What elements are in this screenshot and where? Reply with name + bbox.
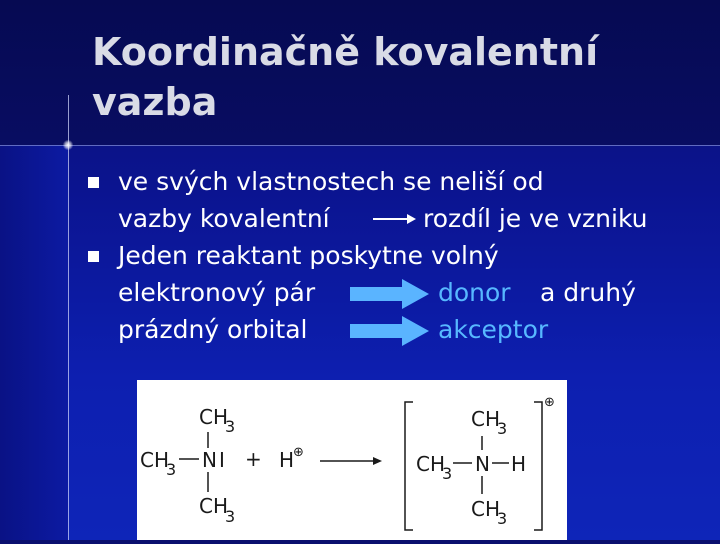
product-top-sub: 3 [497, 419, 508, 438]
bullet-2-role-acceptor: akceptor [438, 315, 549, 344]
reactant-top-group: CH [199, 405, 229, 429]
proton-symbol: H [279, 448, 295, 472]
product-bottom-sub: 3 [497, 509, 508, 528]
big-arrow-icon [350, 316, 430, 346]
lone-pair-mark: I [219, 448, 225, 472]
bullet-2-text-2b: a druhý [540, 278, 636, 307]
bullet-2-text-2a: elektronový pár [118, 278, 316, 307]
product-center-atom: N [475, 452, 490, 476]
decor-horizontal-line [0, 145, 720, 146]
product-molecule [405, 395, 555, 530]
bullet-2-line-1 [88, 237, 708, 274]
product-bottom-group: CH [471, 497, 501, 521]
reactant-left-sub: 3 [166, 460, 177, 479]
bullet-2-text-3a: prázdný orbital [118, 315, 308, 344]
reactant-molecule [140, 405, 235, 526]
left-band [0, 145, 68, 540]
reactant-center-atom: N [202, 448, 217, 472]
left-bracket [405, 402, 413, 530]
reactant-bottom-group: CH [199, 494, 229, 518]
plus-sign: + [245, 447, 262, 471]
reaction-diagram [137, 380, 567, 540]
product-left-group: CH [416, 452, 446, 476]
reactant-bottom-sub: 3 [225, 507, 236, 526]
product-top-group: CH [471, 407, 501, 431]
bullet-1-text-1: ve svých vlastnostech se neliší od [118, 167, 544, 196]
product-left-sub: 3 [442, 464, 453, 483]
decor-star-glint [63, 140, 73, 150]
thin-arrow-icon [371, 211, 417, 227]
bullet-square-icon [88, 177, 99, 188]
bullet-square-icon [88, 251, 99, 262]
bullet-2-line-2 [88, 274, 708, 311]
bullet-1-line-1 [88, 163, 708, 200]
bullet-2-line-3 [88, 311, 708, 348]
product-charge: ⊕ [544, 395, 555, 410]
bullet-list [88, 163, 708, 348]
decor-vertical-line [68, 95, 69, 540]
bullet-1-text-2b: rozdíl je ve vzniku [423, 204, 648, 233]
bullet-1-text-2a: vazby kovalentní [118, 204, 330, 233]
bullet-2-role-donor: donor [438, 278, 511, 307]
product-right-atom: H [511, 452, 527, 476]
proton-charge: ⊕ [293, 445, 304, 460]
reactant-left-group: CH [140, 448, 170, 472]
slide-title: Koordinačně kovalentní vazba [92, 30, 599, 124]
reaction-figure [137, 380, 567, 540]
reactant-top-sub: 3 [225, 417, 236, 436]
right-bracket [534, 402, 542, 530]
reaction-arrow-icon [320, 457, 382, 465]
bullet-2-text-1: Jeden reaktant poskytne volný [118, 241, 499, 270]
bullet-1-line-2 [88, 200, 708, 237]
big-arrow-icon [350, 279, 430, 309]
